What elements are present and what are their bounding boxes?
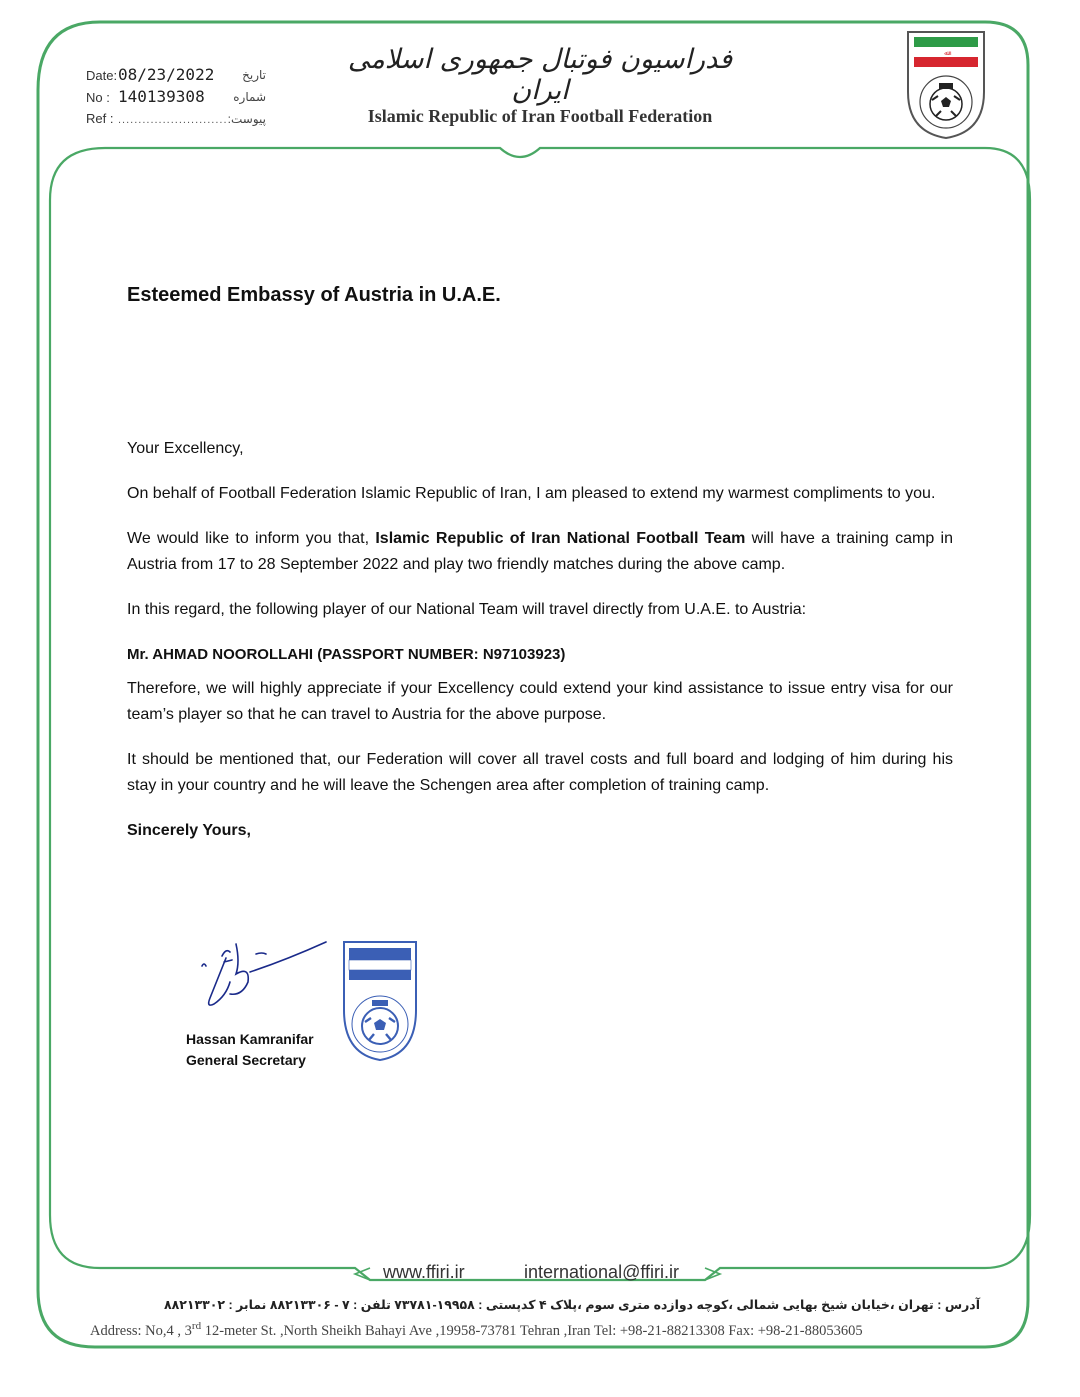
paragraph-costs: It should be mentioned that, our Federation will cover all travel costs and full board and lodging of him during his stay in your country and he will leave the Schengen area after completion of training camp. (127, 751, 953, 794)
number-row (86, 86, 266, 108)
letter-body (127, 436, 953, 863)
date-value: 08/23/2022 (118, 65, 215, 84)
date-label: Date: (86, 68, 118, 83)
paragraph-training-camp (127, 526, 953, 578)
federation-logo (906, 30, 986, 140)
date-label-fa: تاریخ (242, 68, 266, 82)
number-label-fa: شماره (233, 90, 266, 104)
ref-dots: ........................... (118, 114, 228, 126)
address-prefix: Address: No,4 , 3 (90, 1322, 192, 1339)
federation-stamp (342, 940, 418, 1062)
team-name: Islamic Republic of Iran National Football Team (375, 530, 746, 547)
paragraph-player-travel: In this regard, the following player of our National Team will travel directly from U.A.E. to Austria: (127, 601, 807, 618)
p2-after: will have a training camp in Austria from 17 to 28 September 2022 and play two friendly matches during the above camp. (127, 530, 953, 573)
address-ordinal: rd (191, 1320, 202, 1332)
ref-label-fa: پیوست: (227, 112, 266, 126)
address-english (90, 1320, 863, 1340)
federation-name-english: Islamic Republic of Iran Football Federation (367, 106, 713, 126)
number-label: No : (86, 90, 110, 105)
website-link[interactable]: www.ffiri.ir (383, 1262, 465, 1282)
p2-before: We would like to inform you that, (127, 530, 376, 547)
salutation: Your Excellency, (127, 440, 244, 457)
closing: Sincerely Yours, (127, 822, 251, 839)
ref-row (86, 108, 266, 130)
signatory-name: Hassan Kamranifar (186, 1031, 314, 1047)
reference-block (86, 64, 266, 130)
signatory-block (186, 1029, 314, 1071)
ref-label: Ref : (86, 111, 114, 126)
address-persian: آدرس : تهران ،خیابان شیخ بهایی شمالی ،کوچه دوازده متری سوم ،پلاک ۴ کدپستی : ۱۹۹۵۸-۷۳۷۸۱ تلفن : ۷ - ۸۸۲۱۳۳۰۶ نمابر : ۸۸۲۱۳۳۰۲ (163, 1298, 980, 1312)
date-row (86, 64, 266, 86)
addressee-heading: Esteemed Embassy of Austria in U.A.E. (127, 284, 501, 306)
paragraph-compliments: On behalf of Football Federation Islamic Republic of Iran, I am pleased to extend my warmest compliments to you. (127, 485, 936, 502)
signatory-title: General Secretary (186, 1052, 306, 1068)
paragraph-visa-request: Therefore, we will highly appreciate if your Excellency could extend your kind assistance to issue entry visa for our team’s player so that he can travel to Austria for the above purpose. (127, 680, 953, 723)
svg-text:ﷲ: ﷲ (944, 50, 948, 57)
federation-name-persian: فدراسیون فوتبال جمهوری اسلامی ایران (347, 44, 733, 106)
handwritten-signature (196, 938, 336, 1018)
email-link[interactable]: international@ffiri.ir (524, 1262, 680, 1282)
address-rest: 12-meter St. ,North Sheikh Bahayi Ave ,19958-73781 Tehran ,Iran Tel: +98-21-88213308 Fax: +98-21-88053605 (201, 1322, 863, 1339)
number-value: 140139308 (118, 87, 205, 106)
player-passport-line: Mr. AHMAD NOOROLLAHI (PASSPORT NUMBER: N97103923) (127, 646, 566, 663)
